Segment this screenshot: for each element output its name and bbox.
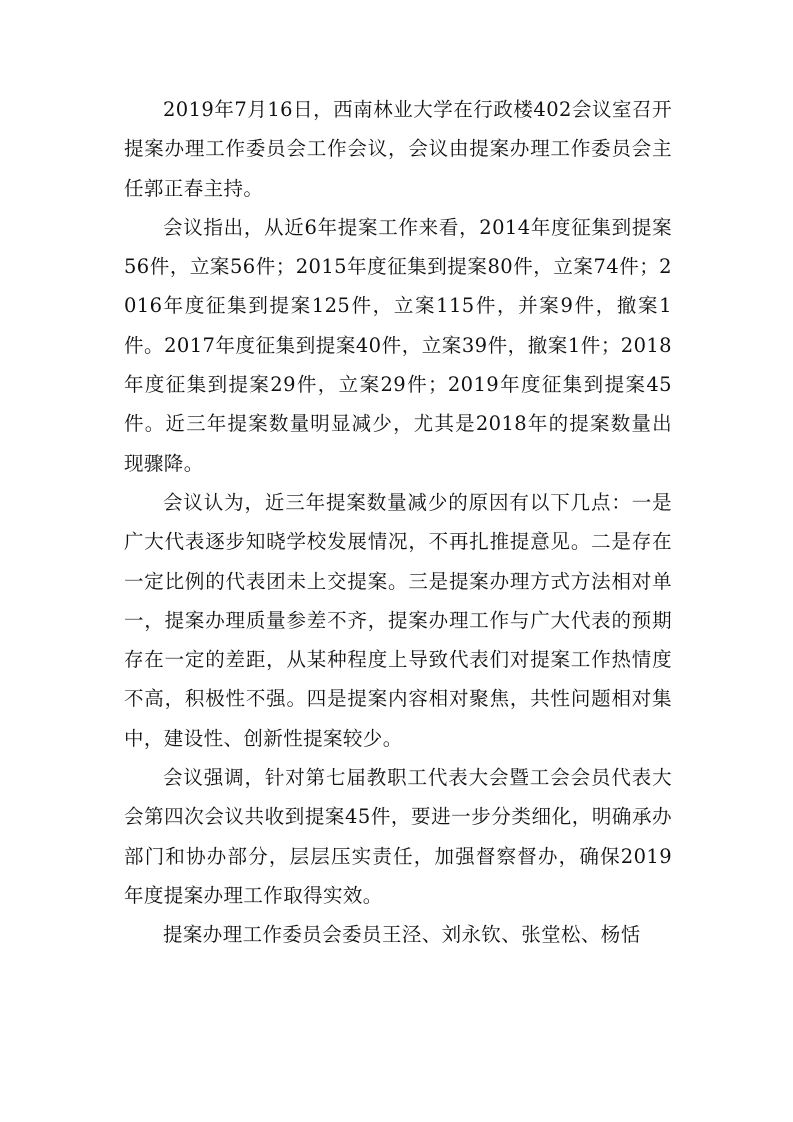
document-body	[124, 90, 672, 955]
paragraph-meeting-emphasis: 会议强调，针对第七届教职工代表大会暨工会会员代表大会第四次会议共收到提案45件，要进一步分类细化，明确承办部门和协办部分，层层压实责任，加强督察督办，确保2019年度提案办理工作取得实效。	[124, 766, 672, 907]
paragraph-committee-members: 提案办理工作委员会委员王泾、刘永钦、张堂松、杨恬	[163, 923, 641, 947]
paragraph-decline-reasons: 会议认为，近三年提案数量减少的原因有以下几点：一是广大代表逐步知晓学校发展情况，不再扎推提意见。二是存在一定比例的代表团未上交提案。三是提案办理方式方法相对单一，提案办理质量参差不齐，提案办理工作与广大代表的预期存在一定的差距，从某种程度上导致代表们对提案工作热情度不高，积极性不强。四是提案内容相对聚焦，共性问题相对集中，建设性、创新性提案较少。	[124, 490, 672, 750]
paragraph-proposal-statistics: 会议指出，从近6年提案工作来看，2014年度征集到提案56件，立案56件；2015年度征集到提案80件，立案74件；2016年度征集到提案125件，立案115件，并案9件，撤案1件。2017年度征集到提案40件，立案39件，撤案1件；2018年度征集到提案29件，立案29件；2019年度征集到提案45件。近三年提案数量明显减少，尤其是2018年的提案数量出现骤降。	[124, 215, 672, 475]
paragraph-meeting-intro: 2019年7月16日，西南林业大学在行政楼402会议室召开提案办理工作委员会工作会议，会议由提案办理工作委员会主任郭正春主持。	[124, 98, 672, 200]
